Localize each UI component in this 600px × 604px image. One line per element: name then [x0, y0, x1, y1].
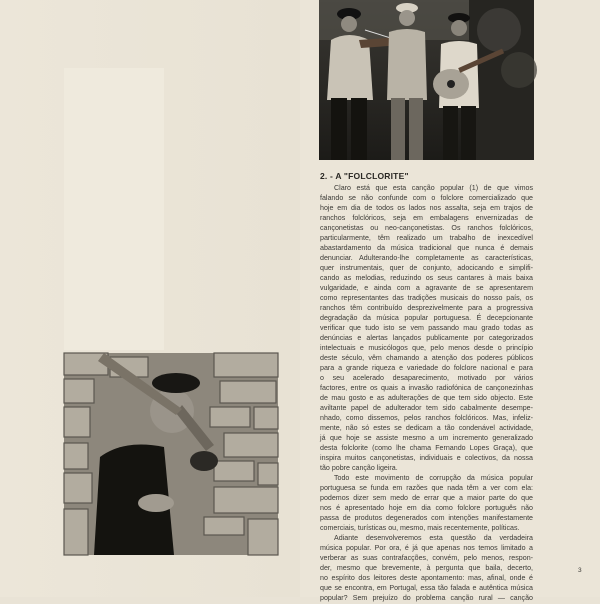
photo-horn-player: [64, 353, 278, 555]
article-line: falando se não confunde com o folclore comercializado que: [320, 194, 533, 202]
article-line: deste século, vêm chamando a atenção dos poderes públicos: [320, 354, 533, 362]
faded-paper-area: [64, 68, 164, 350]
section-heading: 2. - A "FOLCLORITE": [320, 171, 409, 181]
article-body: [320, 184, 533, 604]
article-line: aviltante papel de adulterador tem sido cabalmente desempe-: [320, 404, 533, 412]
article-line: música popular. Por ora, é já que apenas nos temos limitado a: [320, 544, 533, 552]
article-line: no espírito dos leitores deste apontamento: mas, afinal, onde é: [320, 574, 533, 582]
article-line: cando as melodias, reduzindo os seus cantares à mais baixa: [320, 274, 533, 282]
article-line: Todo este movimento de corrupção da música popular: [334, 474, 533, 482]
article-line: nhado, como dissemos, pelos ranchos folclóricos. Mas, infeliz-: [320, 414, 533, 422]
article-line: abastardamento da música tradicional que nunca é demais: [320, 244, 533, 252]
article-line: o seu acelerado desaparecimento, motivado por vários: [320, 374, 533, 382]
article-line: passa de produtos degenerados com intenções manifestamente: [320, 514, 533, 522]
article-line: desta folclorite (como lhe chama Fernando Lopes Graça), que: [320, 444, 533, 452]
article-line: hoje em dia de todos os lados nos assalta, seja em trajos de: [320, 204, 533, 212]
article-line: quer instrumentais, quer de conjunto, adocicando e simplifi-: [320, 264, 533, 272]
article-line: mente, não só estes se dedicam a tão condenável actividade,: [320, 424, 533, 432]
article-line: denúncias e alertas lançados publicamente por categorizados: [320, 334, 533, 342]
article-line: ranchos têm contribuído desprezivelmente para a progressiva: [320, 304, 533, 312]
page-number: 3: [578, 567, 582, 574]
article-line: podemos dizer sem medo de errar que a maior parte do que: [320, 494, 533, 502]
article-line: vulgaridade, e ainda com a agravante de se apresentarem: [320, 284, 533, 292]
article-line: particularmente, têm realizado um trabalho de inexcedível: [320, 234, 533, 242]
article-line: popular? Sem prejuízo do problema canção rural — canção: [320, 594, 533, 602]
article-line: cançonetistas ou neo-cançonetistas. Os ranchos folclóricos,: [320, 224, 533, 232]
article-line: Adiante desenvolveremos esta questão da verdadeira: [334, 534, 533, 542]
article-line: como representantes das tradições musicais do nosso país, os: [320, 294, 533, 302]
article-line: Claro está que esta canção popular (1) de que vimos: [334, 184, 533, 192]
photo-folk-musicians: [319, 0, 534, 160]
article-line: intelectuais e musicólogos que, pelo menos desde o princípio: [320, 344, 533, 352]
article-line: de mau gosto e as adulterações de que tem sido objecto. Este: [320, 394, 533, 402]
article-line: que se encontra, em Portugal, essa tão falada e autêntica música: [320, 584, 533, 592]
article-line: degradação da música popular portuguesa. É decepcionante: [320, 314, 533, 322]
article-line: tão pobre canção ligeira.: [320, 464, 398, 472]
article-line: portuguesa se funda em razões que nada têm a ver com ela:: [320, 484, 533, 492]
article-line: nos é apresentado hoje em dia como folclore português não: [320, 504, 533, 512]
article-line: ranchos folclóricos, seja em embalagens envernizadas de: [320, 214, 533, 222]
article-line: der, mesmo que brevemente, à pergunta que baila, decerto,: [320, 564, 533, 572]
article-line: factores, entre os quais a invasão radiofónica de cançonezinhas: [320, 384, 533, 392]
article-line: já que hoje se assiste mesmo a um incremento generalizado: [320, 434, 533, 442]
article-line: denunciar. Adulterando-lhe completamente as características,: [320, 254, 533, 262]
article-line: verificar que tudo isto se vem passando mau grado todas as: [320, 324, 533, 332]
article-line: inspira muitos cançonetistas, individuais e colectivos, da nossa: [320, 454, 533, 462]
article-line: verberar as suas contrafacções, convém, pelo menos, respon-: [320, 554, 533, 562]
article-line: comerciais, turísticas ou, mesmo, mais recentemente, políticas.: [320, 524, 520, 532]
article-line: para a grande riqueza e variedade do folclore nacional e para: [320, 364, 533, 372]
